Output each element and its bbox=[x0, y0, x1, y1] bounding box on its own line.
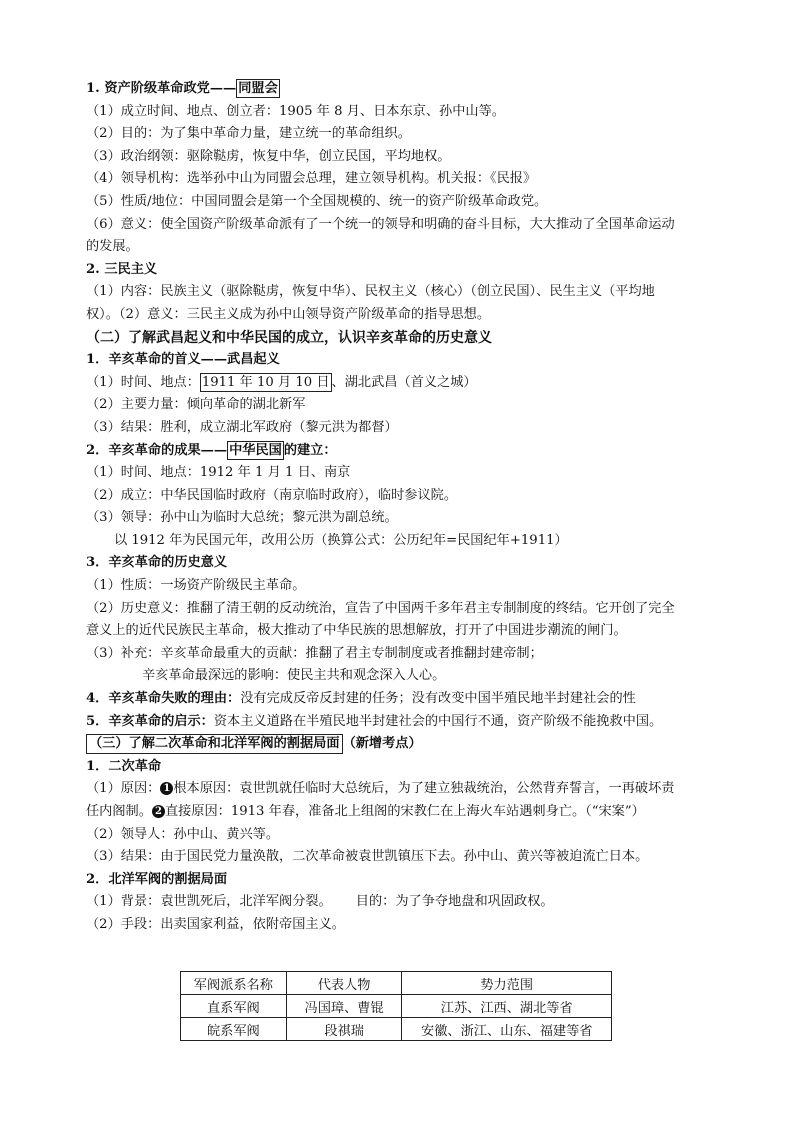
section-heading-roc: 2．辛亥革命的成果—— 中华民国 的建立： bbox=[86, 442, 337, 458]
circled-number-2: 2 bbox=[152, 805, 165, 818]
circled-number-1: 1 bbox=[160, 782, 173, 795]
table-cell: 冯国璋、曹锟 bbox=[286, 995, 402, 1018]
table-cell: 直系军阀 bbox=[181, 995, 287, 1018]
text-line: 权）。（2）意义：三民主义成为孙中山领导资产阶级革命的指导思想。 bbox=[86, 306, 490, 322]
table-header-row bbox=[181, 972, 612, 995]
document-body bbox=[86, 78, 716, 937]
text-line: （3）结果：由于国民党力量涣散，二次革命被袁世凯镇压下去。孙中山、黄兴等被迫流亡日本。 bbox=[86, 849, 649, 865]
section-heading-tongmenghui: 1. 资产阶级革命政党—— 同盟会 bbox=[86, 81, 278, 96]
text-line: （1）成立时间、地点、创立者：1905 年 8 月、日本东京、孙中山等。 bbox=[86, 103, 505, 119]
table-header-cell: 代表人物 bbox=[286, 972, 402, 995]
boxed-part-heading-3: （三）了解二次革命和北洋军阀的割据局面 bbox=[86, 734, 343, 754]
warlord-table bbox=[180, 971, 612, 1041]
boxed-date: 1911 年 10 月 10 日 bbox=[201, 374, 330, 390]
text-line: （1）原因： 1 根本原因：袁世凯就任临时大总统后，为了建立独裁统治，公然背弃誓言，一再破坏责 bbox=[86, 781, 675, 797]
section-heading-beiyang: 2．北洋军阀的割据局面 bbox=[86, 871, 228, 887]
table-cell: 皖系军阀 bbox=[181, 1018, 287, 1041]
text-line: （3）政治纲领：驱除鞑虏，恢复中华，创立民国，平均地权。 bbox=[86, 148, 451, 164]
text-line: 辛亥革命最深远的影响：使民主共和观念深入人心。 bbox=[142, 668, 446, 684]
table-header-cell: 军阀派系名称 bbox=[181, 972, 287, 995]
section-heading-second-revolution: 1．二次革命 bbox=[86, 758, 162, 774]
section-heading-wuchang: 1．辛亥革命的首义——武昌起义 bbox=[86, 352, 280, 368]
text-line: （3）领导：孙中山为临时大总统；黎元洪为副总统。 bbox=[86, 510, 398, 526]
text-line: （4）领导机构：选举孙中山为同盟会总理，建立领导机构。机关报：《民报》 bbox=[86, 171, 537, 187]
text-line: （5）性质/地位：中国同盟会是第一个全国规模的、统一的资产阶级革命政党。 bbox=[86, 193, 548, 209]
failure-reason-line: 4．辛亥革命失败的理由：没有完成反帝反封建的任务；没有改变中国半殖民地半封建社会的性 bbox=[86, 691, 636, 707]
lesson-line: 5．辛亥革命的启示：资本主义道路在半殖民地半封建社会的中国行不通，资产阶级不能挽救中国。 bbox=[86, 713, 663, 729]
table-row bbox=[181, 995, 612, 1018]
text-line: （1）内容：民族主义（驱除鞑虏，恢复中华）、民权主义（核心）（创立民国）、民生主义（平均地 bbox=[86, 284, 655, 300]
text-line: （2）目的：为了集中革命力量，建立统一的革命组织。 bbox=[86, 126, 411, 142]
section-heading-three-principles: 2. 三民主义 bbox=[86, 261, 158, 277]
part-heading-3: （三）了解二次革命和北洋军阀的割据局面 （新增考点） bbox=[86, 733, 716, 756]
table-cell: 段祺瑞 bbox=[286, 1018, 402, 1041]
text-line: （2）历史意义：推翻了清王朝的反动统治，宣告了中国两千多年君主专制制度的终结。它开创了完全 bbox=[86, 600, 675, 616]
text-line: 任内阁制。 2 直接原因：1913 年春，准备北上组阁的宋教仁在上海火车站遇刺身亡。（“宋案”） bbox=[86, 804, 645, 819]
text-line: （2）主要力量：倾向革命的湖北新军 bbox=[86, 397, 306, 413]
text-line: （1）时间、地点：1912 年 1 月 1 日、南京 bbox=[86, 465, 351, 481]
text-line: （2）成立：中华民国临时政府（南京临时政府），临时参议院。 bbox=[86, 487, 458, 503]
table-cell: 江苏、江西、湖北等省 bbox=[402, 995, 612, 1018]
table-row bbox=[181, 1018, 612, 1041]
text-line: （3）结果：胜利，成立湖北军政府（黎元洪为都督） bbox=[86, 419, 398, 435]
table-header-cell: 势力范围 bbox=[402, 972, 612, 995]
text-line: 意义上的近代民族民主革命，极大推动了中华民族的思想解放，打开了中国进步潮流的闸门。 bbox=[86, 623, 627, 639]
text-line: （2）手段：出卖国家利益，依附帝国主义。 bbox=[86, 916, 345, 932]
section-heading-significance: 3．辛亥革命的历史意义 bbox=[86, 555, 228, 571]
text-line: （1）性质：一场资产阶级民主革命。 bbox=[86, 578, 306, 594]
text-line: 以 1912 年为民国元年，改用公历（换算公式：公历纪年=民国纪年+1911） bbox=[114, 532, 568, 548]
part-heading-2: （二）了解武昌起义和中华民国的成立，认识辛亥革命的历史意义 bbox=[86, 329, 492, 346]
boxed-term-tongmenghui: 同盟会 bbox=[238, 81, 278, 96]
text-line: （3）补充：辛亥革命最重大的贡献：推翻了君主专制制度或者推翻封建帝制； bbox=[86, 645, 543, 661]
boxed-term-roc: 中华民国 bbox=[229, 442, 282, 458]
text-line: （1）时间、地点： 1911 年 10 月 10 日 、湖北武昌（首义之城） bbox=[86, 374, 477, 390]
text-line: （2）领导人：孙中山、黄兴等。 bbox=[86, 826, 280, 842]
table-cell: 安徽、浙江、山东、福建等省 bbox=[402, 1018, 612, 1041]
text-line: （6）意义：使全国资产阶级革命派有了一个统一的领导和明确的奋斗目标，大大推动了全国革命运动 bbox=[86, 216, 675, 232]
text-line: 的发展。 bbox=[86, 239, 139, 255]
text-line: （1）背景：袁世凯死后，北洋军阀分裂。 目的：为了争夺地盘和巩固政权。 bbox=[86, 894, 554, 910]
